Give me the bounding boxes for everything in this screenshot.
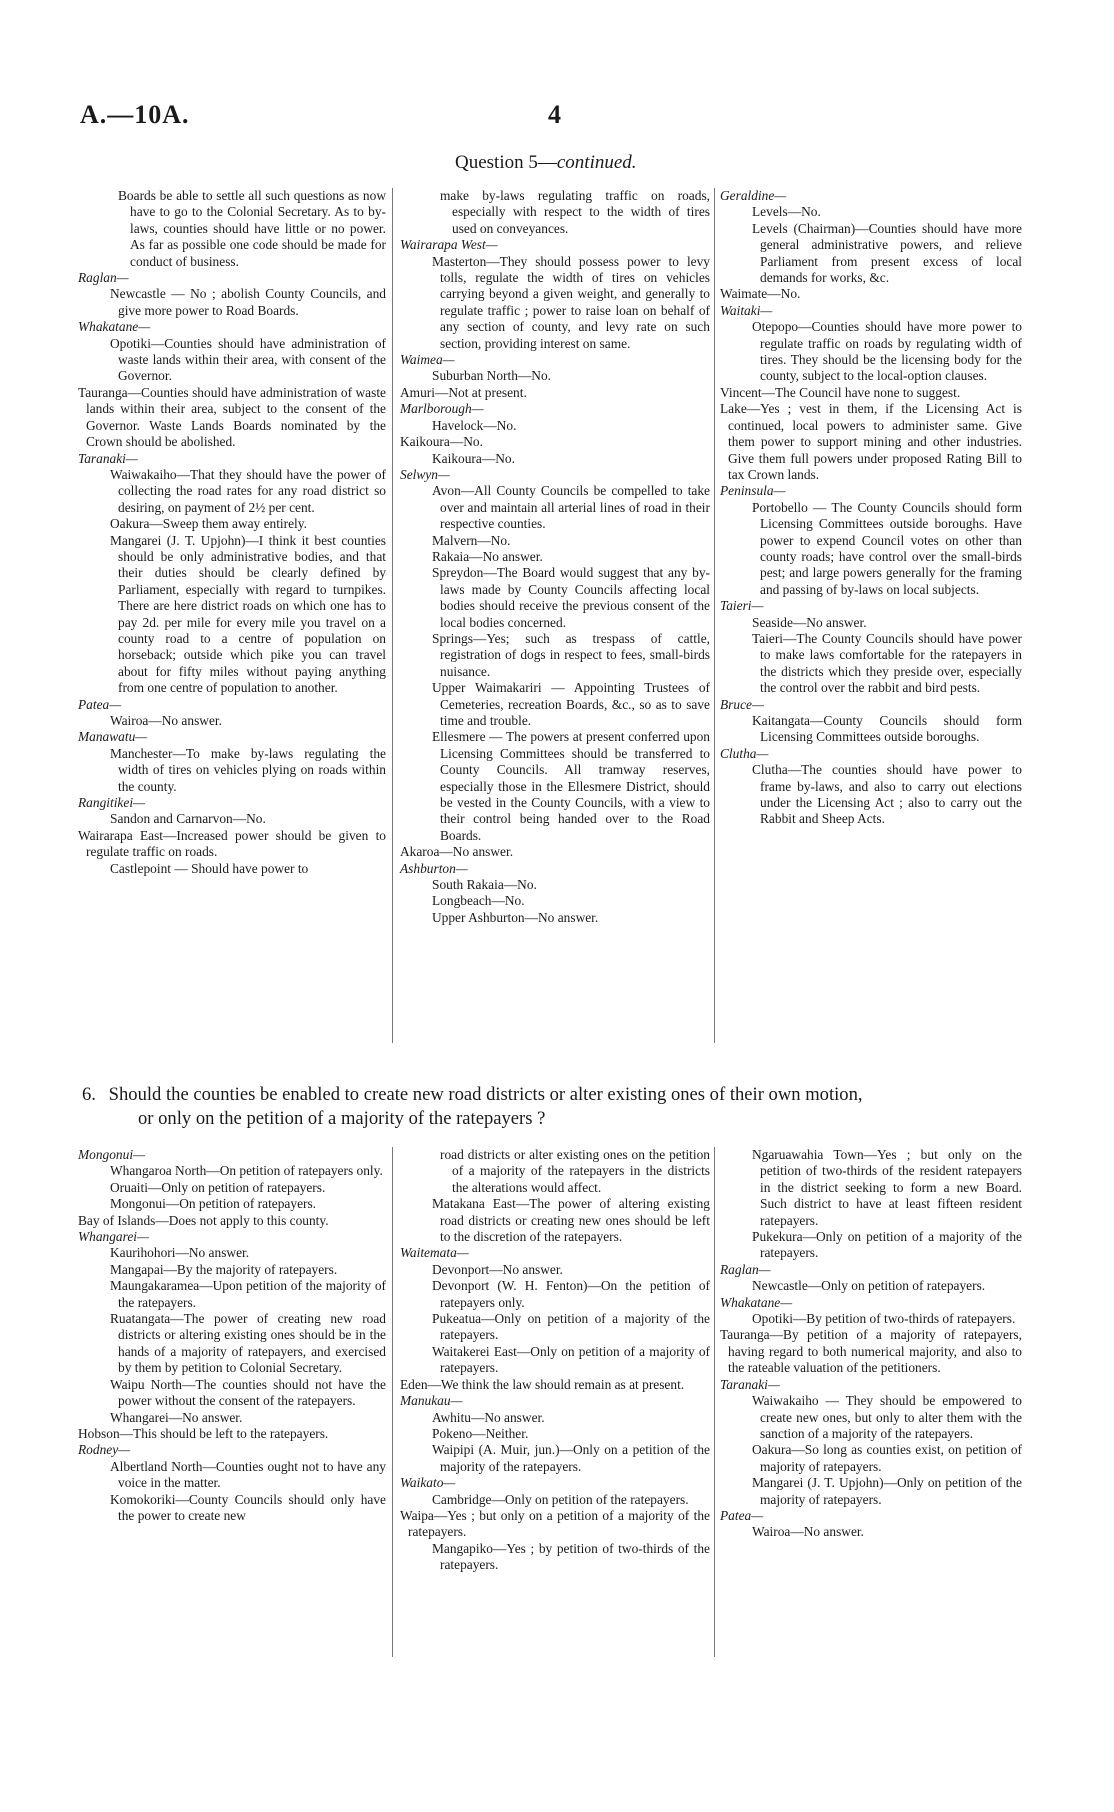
entry-text: Bay of Islands—Does not apply to this county. [78,1212,329,1228]
entry-text: Clutha—The counties should have power to frame by-laws, and also to carry out elections under the Licensing Act ; also to carry out the Rabbit and Sheep Acts. [752,762,1022,827]
entry-text: Oakura—So long as counties exist, on petition of majority of ratepayers. [752,1442,1022,1474]
entry-text: Hobson—This should be left to the ratepayers. [78,1425,329,1441]
entry-text: Matakana East—The power of altering existing road districts or creating new ones should be left to the discretion of the ratepayers. [432,1196,710,1245]
entry-text: Maungakaramea—Upon petition of the majority of the ratepayers. [110,1278,386,1310]
entry-text: Newcastle—Only on petition of ratepayers. [752,1278,986,1294]
county-heading: Manukau— [400,1393,463,1409]
entry-text: Manchester—To make by-laws regulating the width of tires on vehicles plying on roads within the county. [110,745,386,794]
question-6-line-2: or only on the petition of a majority of the ratepayers ? [138,1108,546,1129]
county-heading: Peninsula— [720,483,786,499]
entry-text: Newcastle — No ; abolish County Councils, and give more power to Road Boards. [110,286,386,318]
county-heading: Clutha— [720,745,769,761]
entry-text: Rakaia—No answer. [432,548,543,564]
county-heading: Raglan— [78,270,129,286]
entry-text: Upper Waimakariri — Appointing Trustees of Cemeteries, recreation Boards, &c., so as to save time and trouble. [432,680,710,728]
question-6-number: 6. [82,1084,96,1105]
entry-text: Mangarei (J. T. Upjohn)—Only on petition of the majority of ratepayers. [752,1475,1022,1507]
entry-text: South Rakaia—No. [432,877,537,893]
county-heading: Marlborough— [400,401,484,417]
column-divider [714,1147,715,1657]
entry-text: Castlepoint — Should have power to [110,860,309,876]
entry-text: Boards be able to settle all such questions as now have to go to the Colonial Secretary. As to by-laws, counties should have little or no power. As far as possible one code should be made for conduct of business. [118,188,386,269]
entry-text: Malvern—No. [432,532,511,548]
entry-text: Avon—All County Councils be compelled to take over and maintain all arterial lines of road in their respective counties. [432,483,710,532]
entry-text: Mangapai—By the majority of ratepayers. [110,1261,338,1277]
entry-text: Longbeach—No. [432,893,525,909]
entry-text: Taieri—The County Councils should have power to make laws comfortable for the ratepayers in the districts which they preside over, especially the control over the rabbit and bird pests. [752,630,1022,696]
county-heading: Whangarei— [78,1229,149,1245]
entry-text: Kaitangata—County Councils should form Licensing Committees outside boroughs. [752,713,1022,745]
county-heading: Waikato— [400,1475,456,1491]
entry-text: Waipu North—The counties should not have the power without the consent of the ratepayers. [110,1376,386,1409]
q6-column-3 [720,1147,1022,1541]
entry-text: Seaside—No answer. [752,614,867,630]
county-heading: Rodney— [78,1442,131,1458]
entry-text: Waitakerei East—Only on petition of a majority of ratepayers. [432,1343,710,1376]
county-heading: Patea— [720,1507,764,1523]
county-heading: Ashburton— [400,860,468,876]
entry-text: make by-laws regulating traffic on roads, especially with respect to the width of tires used on conveyances. [440,188,710,236]
entry-text: Suburban North—No. [432,368,552,384]
entry-text: Ellesmere — The powers at present conferred upon Licensing Committees should be transferred to County Councils. All tramway reserves, especially those in the Ellesmere District, should be vested in the County Councils, with a view to their control being handed over to the Road Boards. [432,729,710,843]
county-heading: Patea— [78,696,122,712]
county-heading: Manawatu— [78,729,148,745]
entry-text: Cambridge—Only on petition of the ratepayers. [432,1491,689,1507]
entry-text: Waimate—No. [720,286,801,302]
county-heading: Mongonui— [78,1147,145,1162]
entry-text: Waipa—Yes ; but only on a petition of a majority of the ratepayers. [400,1507,710,1540]
q6-column-2 [400,1147,710,1574]
entry-text: Wairoa—No answer. [752,1524,864,1540]
entry-text: Portobello — The County Councils should form Licensing Committees outside boroughs. Have power to expend Council votes on other than county roads; have control over the small-birds pest; and large powers generally for the framing and passing of by-laws on local subjects. [752,499,1022,597]
county-heading: Raglan— [720,1261,771,1277]
entry-text: Whangaroa North—On petition of ratepayers only. [110,1163,383,1179]
entry-text: Kaikoura—No. [400,434,483,450]
county-heading: Selwyn— [400,466,450,482]
entry-text: Lake—Yes ; vest in them, if the Licensing Act is continued, local powers to administer same. Give them power to support mining and other industries. Give them full powers under proposed Rating Bill to tax Crown lands. [720,401,1022,482]
entry-text: Oakura—Sweep them away entirely. [110,516,307,532]
entry-text: Kaikoura—No. [432,450,515,466]
entry-text: Opotiki—By petition of two-thirds of ratepayers. [752,1311,1016,1327]
entry-text: Wairoa—No answer. [110,713,222,728]
question-5-heading-prefix: Question 5— [455,152,557,173]
entry-text: Eden—We think the law should remain as at present. [400,1376,685,1392]
county-heading: Taieri— [720,598,764,614]
entry-text: Pokeno—Neither. [432,1425,529,1441]
entry-text: Akaroa—No answer. [400,844,514,860]
column-divider [392,1147,393,1657]
question-5-heading [455,152,637,174]
entry-text: Ruatangata—The power of creating new road districts or altering existing ones should be in the hands of a majority of ratepayers, and exercised by them by petition to Colonial Secretary. [110,1311,386,1376]
entry-text: Mangarei (J. T. Upjohn)—I think it best counties should be only administrative bodies, and that their duties should be clearly defined by Parliament, especially with regard to turnpikes. There are here district roads on which one has to pay 2d. per mile for every mile you travel on a county road to a centre of population on horseback; outside which pike you can travel about for fifty miles without paying anything from one centre of population to another. [110,532,386,696]
entry-text: Kaurihohori—No answer. [110,1245,250,1261]
entry-text: Levels (Chairman)—Counties should have more general administrative powers, and relieve Parliament from present excess of local demands for works, &c. [752,220,1022,286]
entry-text: Wairarapa East—Increased power should be given to regulate traffic on roads. [78,827,386,860]
entry-text: Levels—No. [752,204,821,220]
county-heading: Waitemata— [400,1245,469,1261]
q5-column-3 [720,188,1022,828]
entry-text: Upper Ashburton—No answer. [432,909,599,925]
county-heading: Whakatane— [720,1294,793,1310]
county-heading: Taranaki— [720,1376,780,1392]
question-5-heading-suffix: continued. [556,152,637,173]
entry-text: Ngaruawahia Town—Yes ; but only on the petition of two-thirds of the resident ratepayers in the district seeking to form a new Board. Such district to have at least fifteen resident ratepayers. [752,1147,1022,1228]
entry-text: Otepopo—Counties should have more power to regulate traffic on roads by regulating width of tires. They should be the licensing body for the county, subject to the local-option clauses. [752,319,1022,384]
county-heading: Rangitikei— [78,795,145,811]
entry-text: Pukeatua—Only on petition of a majority of the ratepayers. [432,1311,710,1343]
q5-column-1 [78,188,386,877]
document-reference: A.—10A. [80,100,190,129]
entry-text: Mangapiko—Yes ; by petition of two-thirds of the ratepayers. [432,1540,710,1573]
entry-text: Pukekura—Only on petition of a majority of the ratepayers. [752,1229,1022,1261]
entry-text: Waiwakaiho — They should be empowered to create new ones, but only to alter them with the sanction of a majority of the ratepayers. [752,1393,1022,1441]
entry-text: Vincent—The Council have none to suggest. [720,384,961,400]
county-heading: Geraldine— [720,188,787,203]
entry-text: Tauranga—By petition of a majority of ratepayers, having regard to both numerical majority, and also to the rateable valuation of the petitioners. [720,1327,1022,1376]
entry-text: Tauranga—Counties should have administration of waste lands within their area, subject to the consent of the Governor. Waste Lands Boards nominated by the Crown should be abolished. [78,384,386,450]
q6-column-1 [78,1147,386,1524]
entry-text: Devonport (W. H. Fenton)—On the petition of ratepayers only. [432,1278,710,1310]
column-divider [392,188,393,1043]
county-heading: Bruce— [720,696,764,712]
entry-text: Waiwakaiho—That they should have the power of collecting the road rates for any road district so desiring, on payment of 2½ per cent. [110,466,386,515]
entry-text: Masterton—They should possess power to levy tolls, regulate the width of tires on vehicles carrying beyond a given weight, and generally to regulate traffic ; power to raise loan on behalf of any section of county, and levy rate on such section, providing interest on same. [432,253,710,351]
county-heading: Whakatane— [78,319,151,335]
entry-text: Havelock—No. [432,417,517,433]
column-divider [714,188,715,1043]
entry-text: Mongonui—On petition of ratepayers. [110,1196,317,1212]
question-6-heading [82,1083,1032,1131]
county-heading: Wairarapa West— [400,237,498,253]
entry-text: Whangarei—No answer. [110,1409,243,1425]
entry-text: Komokoriki—County Councils should only have the power to create new [110,1491,386,1523]
county-heading: Waitaki— [720,302,773,318]
county-heading: Taranaki— [78,450,138,466]
q5-column-2 [400,188,710,926]
entry-text: Albertland North—Counties ought not to have any voice in the matter. [110,1458,386,1491]
county-heading: Waimea— [400,352,455,368]
entry-text: Springs—Yes; such as trespass of cattle, registration of dogs in respect to fees, small-birds nuisance. [432,630,710,679]
entry-text: Spreydon—The Board would suggest that any by-laws made by County Councils affecting local bodies should receive the previous consent of the local bodies concerned. [432,565,710,630]
entry-text: Amuri—Not at present. [400,384,527,400]
question-6-line-1: Should the counties be enabled to create new road districts or alter existing ones of their own motion, [108,1084,863,1105]
entry-text: Oruaiti—Only on petition of ratepayers. [110,1179,326,1195]
entry-text: Waipipi (A. Muir, jun.)—Only on a petition of the majority of the ratepayers. [432,1442,710,1474]
entry-text: Awhitu—No answer. [432,1409,545,1425]
entry-text: Opotiki—Counties should have administration of waste lands within their area, with consent of the Governor. [110,335,386,384]
entry-text: road districts or alter existing ones on the petition of a majority of the ratepayers in the districts the alterations would affect. [440,1147,710,1195]
page-number: 4 [548,100,561,129]
entry-text: Devonport—No answer. [432,1261,563,1277]
entry-text: Sandon and Carnarvon—No. [110,811,266,827]
